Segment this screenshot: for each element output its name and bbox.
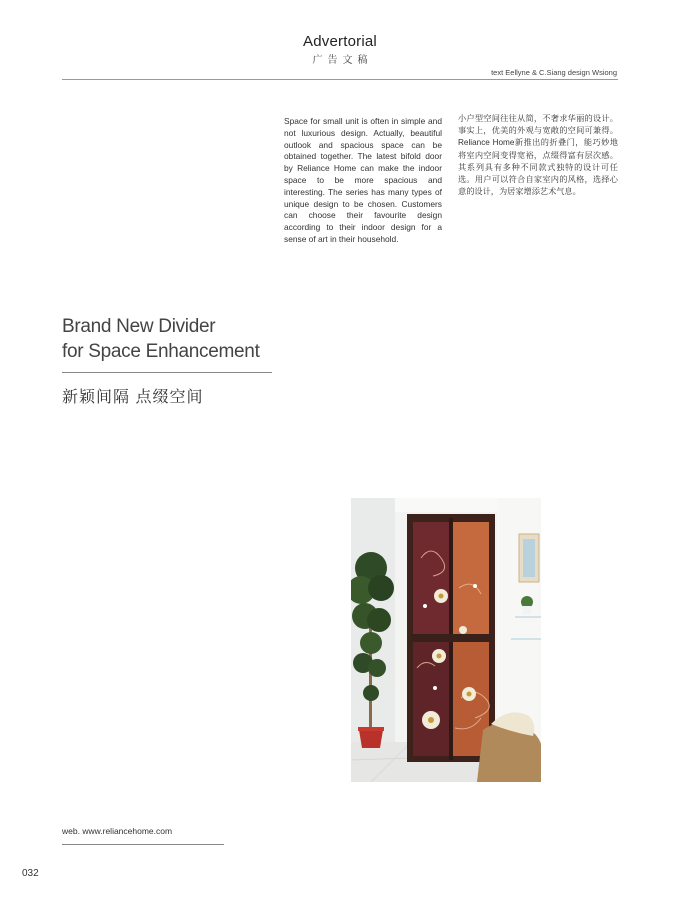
article-title-en xyxy=(62,314,260,364)
footer-divider xyxy=(62,844,224,845)
page-number: 032 xyxy=(22,868,39,879)
header-divider xyxy=(62,79,618,80)
title-line-1: Brand New Divider xyxy=(62,316,216,337)
section-subtitle-cn: 广告文稿 xyxy=(312,55,373,66)
body-text-en: Space for small unit is often in simple and not luxurious design. Actually, beautiful outlook and spacious space can be obtained together. The latest bifold door by Reliance Home can make the indoor space to be more spacious and interesting. The series has many types of unique design to be chosen. Customers can choose their favourite design according to their indoor design for a sense of art in their household. xyxy=(284,116,442,244)
article-title-cn: 新颖间隔 点缀空间 xyxy=(62,389,204,406)
title-line-2: for Space Enhancement xyxy=(62,341,260,362)
product-photo xyxy=(351,498,541,782)
bifold-door-illustration xyxy=(351,498,541,782)
body-text-cn: 小户型空间往往从简，不奢求华丽的设计。事实上，优美的外观与宽敞的空间可兼得。Reliance Home新推出的折叠门，能巧妙地将室内空间变得宽裕，点缀得富有层次感。其系列具有多种不同款式独特的设计可任选。用户可以符合自家室内的风格，选择心意的设计，为居家增添艺术气息。 xyxy=(458,114,618,197)
title-divider xyxy=(62,372,272,373)
credits: text Eellyne & C.Siang design Wsiong xyxy=(491,68,617,77)
website-url: web. www.reliancehome.com xyxy=(62,826,173,836)
section-title: Advertorial xyxy=(303,33,377,50)
